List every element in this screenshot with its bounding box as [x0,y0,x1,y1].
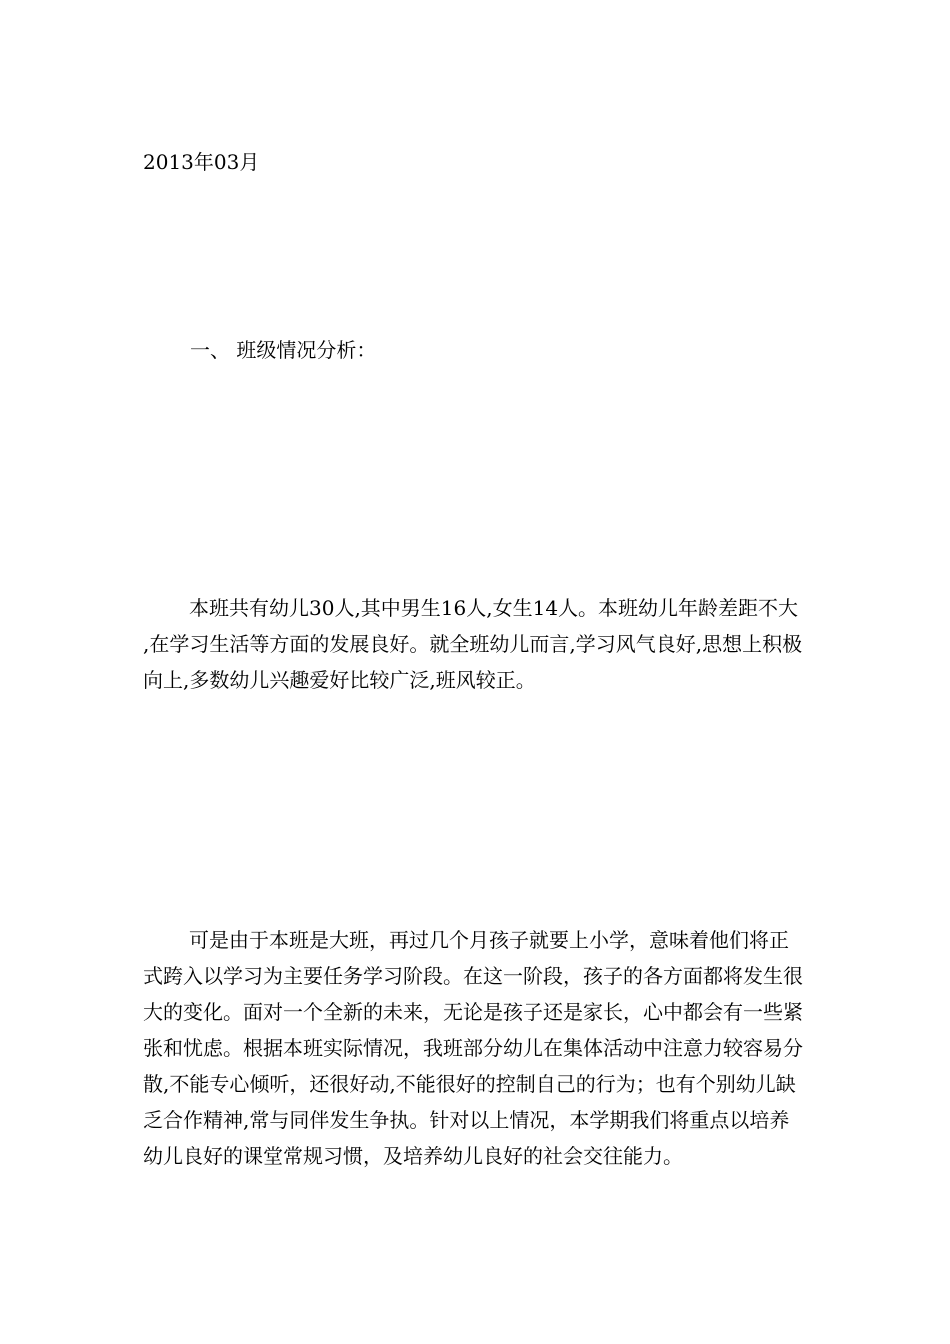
document-date: 2013年03月 [143,150,260,174]
paragraph-class-analysis: 可是由于本班是大班，再过几个月孩子就要上小学，意味着他们将正式跨入以学习为主要任务学习阶段。在这一阶段，孩子的各方面都将发生很大的变化。面对一个全新的未来，无论是孩子还是家长，心中都会有一些紧张和忧虑。根据本班实际情况，我班部分幼儿在集体活动中注意力较容易分散,不能专心倾听，还很好动,不能很好的控制自己的行为；也有个别幼儿缺乏合作精神,常与同伴发生争执。针对以上情况，本学期我们将重点以培养幼儿良好的课堂常规习惯，及培养幼儿良好的社会交往能力。 [143,928,803,1168]
section-heading: 一、 班级情况分析： [190,338,377,362]
paragraph-class-overview: 本班共有幼儿30人,其中男生16人,女生14人。本班幼儿年龄差距不大 ,在学习生活等方面的发展良好。就全班幼儿而言,学习风气良好,思想上积极向上,多数幼儿兴趣爱好比较广泛,班风较正。 [143,596,803,692]
